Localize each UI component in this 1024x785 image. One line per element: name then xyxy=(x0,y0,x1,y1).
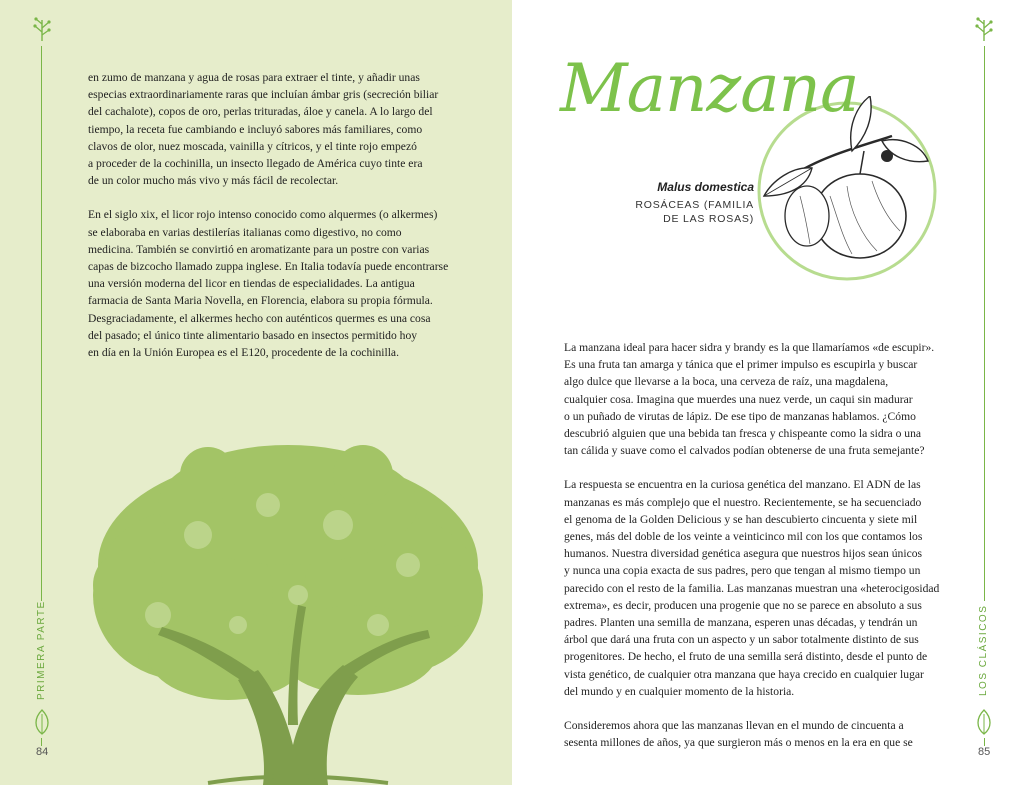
side-rule-bottom xyxy=(984,738,985,746)
page-number: 85 xyxy=(978,746,991,758)
text-line: una versión moderna del licor en tiendas de especialidades. La antigua xyxy=(88,277,415,291)
text-line: del pasado; el único tinte alimentario basado en insectos permitido hoy xyxy=(88,328,418,342)
text-line: de un color mucho más vivo y más fácil de recolectar. xyxy=(88,174,339,188)
paragraph xyxy=(564,339,964,459)
text-line: sesenta millones de años, ya que surgieron más o menos en la era en que se xyxy=(564,736,913,750)
text-line: medicina. También se convirtió en aromatizante para un postre con varias xyxy=(88,242,430,256)
text-line: el genoma de la Golden Delicious y se han descubierto cincuenta y siete mil xyxy=(564,512,918,526)
text-line: árbol que dará una fruta con un aspecto y un sabor totalmente distinto de sus xyxy=(564,633,919,647)
section-label: LOS CLÁSICOS xyxy=(978,604,989,696)
text-line: o un puñado de virutas de lápiz. De ese tipo de manzanas hablamos. ¿Cómo xyxy=(564,409,916,423)
section-label: PRIMERA PARTE xyxy=(36,600,47,700)
text-line: padres. Planten una semilla de manzana, esperen unas décadas, y tendrán un xyxy=(564,616,918,630)
text-line: genes, más del doble de los veinte a veinticinco mil con los que contamos los xyxy=(564,530,923,544)
family-name xyxy=(594,198,754,226)
text-line: del cachalote), copos de oro, perlas trituradas, áloe y canela. A lo largo del xyxy=(88,105,433,119)
paragraph xyxy=(88,69,488,189)
side-rule-bottom xyxy=(41,738,42,746)
text-line: tiempo, la receta fue cambiando e incluyó sabores más familiares, como xyxy=(88,122,423,136)
text-line: capas de bizcocho llamado zuppa inglese. En Italia todavía puede encontrarse xyxy=(88,260,449,274)
text-line: Es una fruta tan amarga y tánica que el primer impulso es escupirla y buscar xyxy=(564,358,918,372)
text-line: extrema», es decir, producen una progenie que no se parece en absoluto a sus xyxy=(564,598,922,612)
text-line: algo dulce que llevarse a la boca, una cerveza de raíz, una magdalena, xyxy=(564,375,889,389)
paragraph xyxy=(88,206,488,361)
text-line: progenitores. De hecho, el fruto de una semilla será distinto, desde el punto de xyxy=(564,650,928,664)
text-line: clavos de olor, nuez moscada, vainilla y cítricos, y el tinte rojo empezó xyxy=(88,139,417,153)
side-rule xyxy=(41,46,42,601)
sprig-icon xyxy=(972,14,996,42)
page-number: 84 xyxy=(36,746,49,758)
text-line: parecido con el resto de la familia. Las manzanas muestran una «heterocigosidad xyxy=(564,581,940,595)
leaf-icon xyxy=(974,708,994,736)
text-line: y nunca una copia exacta de sus padres, pero que tengan al mismo tiempo un xyxy=(564,564,921,578)
paragraph xyxy=(564,717,964,751)
text-line: humanos. Nuestra diversidad genética asegura que nuestros hijos sean únicos xyxy=(564,547,923,561)
leaf-icon xyxy=(32,708,52,736)
text-line: se elaboraba en varias destilerías italianas como digestivo, no como xyxy=(88,225,402,239)
family-line: DE LAS ROSAS) xyxy=(663,213,754,225)
text-line: en día en la Unión Europea es el E120, procedente de la cochinilla. xyxy=(88,346,399,360)
right-text-block xyxy=(564,339,964,768)
text-line: En el siglo xix, el licor rojo intenso conocido como alquermes (o alkermes) xyxy=(88,208,438,222)
species-name: Malus domestica xyxy=(657,180,754,194)
text-line: cualquier cosa. Imagina que muerdes una nuez verde, un caqui sin madurar xyxy=(564,392,913,406)
text-line: del mundo y en cualquier momento de la historia. xyxy=(564,684,795,698)
paragraph xyxy=(564,476,964,700)
text-line: farmacia de Santa Maria Novella, en Florencia, elabora su propia fórmula. xyxy=(88,294,433,308)
text-line: vista genético, de cualquier otra manzana que haya crecido en cualquier lugar xyxy=(564,667,924,681)
text-line: Consideremos ahora que las manzanas llevan en el mundo de cincuenta a xyxy=(564,719,904,733)
sprig-icon xyxy=(30,14,54,42)
tree-illustration xyxy=(88,445,488,785)
left-text-block xyxy=(88,69,488,378)
text-line: La respuesta se encuentra en la curiosa genética del manzano. El ADN de las xyxy=(564,478,921,492)
text-line: en zumo de manzana y agua de rosas para extraer el tinte, y añadir unas xyxy=(88,71,420,84)
text-line: Desgraciadamente, el alkermes hecho con auténticos quermes es una cosa xyxy=(88,311,431,325)
text-line: especias extraordinariamente raras que incluían ámbar gris (secreción biliar xyxy=(88,88,439,102)
text-line: manzanas es más complejo que el nuestro. Recientemente, se ha secuenciado xyxy=(564,495,922,509)
text-line: tan cálida y suave como el calvados podían obtenerse de una fruta semejante? xyxy=(564,444,925,458)
text-line: La manzana ideal para hacer sidra y brandy es la que llamaríamos «de escupir». xyxy=(564,341,935,354)
text-line: descubrió alguien que una bebida tan fresca y chispeante como la sidra o una xyxy=(564,427,922,441)
text-line: a proceder de la cochinilla, un insecto llegado de América cuyo tinte era xyxy=(88,157,423,171)
family-line: ROSÁCEAS (FAMILIA xyxy=(635,199,754,211)
side-rule xyxy=(984,46,985,601)
page-title: Manzana xyxy=(560,50,859,127)
